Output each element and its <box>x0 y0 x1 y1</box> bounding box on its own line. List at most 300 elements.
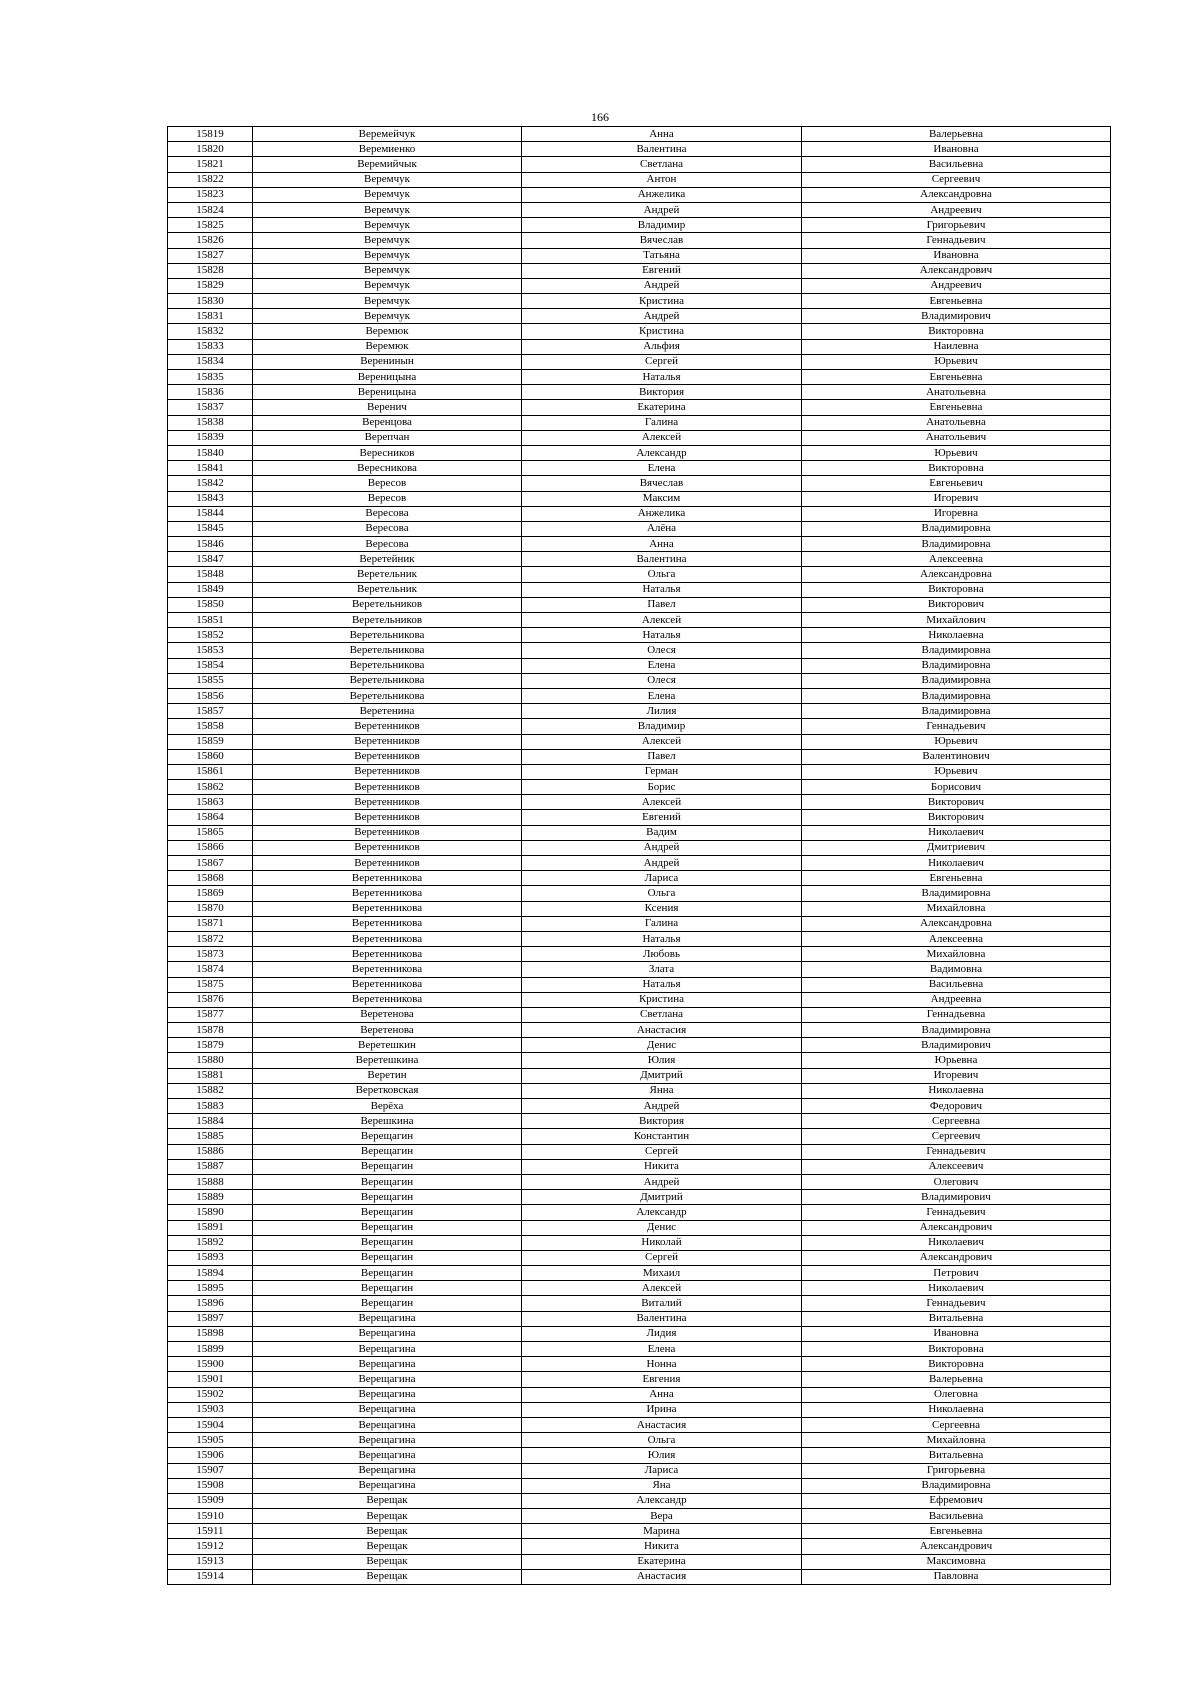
cell-surname: Веремюк <box>253 324 522 339</box>
table-row <box>168 400 1111 415</box>
cell-first-name: Николай <box>522 1235 802 1250</box>
cell-record-number: 15848 <box>168 567 253 582</box>
table-row <box>168 506 1111 521</box>
cell-record-number: 15862 <box>168 780 253 795</box>
cell-surname: Верещагин <box>253 1250 522 1265</box>
cell-first-name: Светлана <box>522 1007 802 1022</box>
cell-surname: Веретенникова <box>253 931 522 946</box>
cell-surname: Веренцова <box>253 415 522 430</box>
table-row <box>168 218 1111 233</box>
cell-record-number: 15824 <box>168 202 253 217</box>
cell-first-name: Ольга <box>522 567 802 582</box>
cell-first-name: Татьяна <box>522 248 802 263</box>
cell-surname: Веретенникова <box>253 916 522 931</box>
cell-first-name: Андрей <box>522 202 802 217</box>
cell-first-name: Елена <box>522 688 802 703</box>
cell-surname: Веремчук <box>253 218 522 233</box>
table-row <box>168 1372 1111 1387</box>
table-row <box>168 172 1111 187</box>
cell-surname: Веремиенко <box>253 142 522 157</box>
cell-record-number: 15857 <box>168 704 253 719</box>
cell-patronymic: Валерьевна <box>802 127 1111 142</box>
cell-surname: Верещагина <box>253 1417 522 1432</box>
cell-first-name: Галина <box>522 415 802 430</box>
cell-first-name: Александр <box>522 1493 802 1508</box>
cell-record-number: 15882 <box>168 1083 253 1098</box>
cell-patronymic: Николаевич <box>802 1235 1111 1250</box>
cell-record-number: 15911 <box>168 1524 253 1539</box>
cell-surname: Веремчук <box>253 278 522 293</box>
cell-patronymic: Михайловна <box>802 1433 1111 1448</box>
cell-patronymic: Игоревич <box>802 1068 1111 1083</box>
cell-first-name: Вячеслав <box>522 476 802 491</box>
cell-first-name: Лилия <box>522 704 802 719</box>
cell-patronymic: Валентинович <box>802 749 1111 764</box>
cell-record-number: 15901 <box>168 1372 253 1387</box>
cell-patronymic: Геннадьевич <box>802 233 1111 248</box>
cell-record-number: 15837 <box>168 400 253 415</box>
cell-patronymic: Григорьевич <box>802 218 1111 233</box>
table-row <box>168 749 1111 764</box>
cell-record-number: 15827 <box>168 248 253 263</box>
table-row <box>168 339 1111 354</box>
cell-first-name: Андрей <box>522 278 802 293</box>
table-row <box>168 780 1111 795</box>
cell-patronymic: Наилевна <box>802 339 1111 354</box>
table-row <box>168 1053 1111 1068</box>
table-row <box>168 992 1111 1007</box>
cell-record-number: 15843 <box>168 491 253 506</box>
cell-surname: Веремюк <box>253 339 522 354</box>
cell-record-number: 15866 <box>168 840 253 855</box>
cell-surname: Верещак <box>253 1569 522 1584</box>
cell-surname: Веретенова <box>253 1007 522 1022</box>
cell-first-name: Герман <box>522 764 802 779</box>
cell-first-name: Виктория <box>522 1114 802 1129</box>
cell-surname: Верещагин <box>253 1266 522 1281</box>
cell-record-number: 15907 <box>168 1463 253 1478</box>
cell-patronymic: Александровна <box>802 916 1111 931</box>
table-row <box>168 856 1111 871</box>
cell-patronymic: Юрьевич <box>802 445 1111 460</box>
cell-record-number: 15821 <box>168 157 253 172</box>
cell-record-number: 15893 <box>168 1250 253 1265</box>
cell-first-name: Анжелика <box>522 506 802 521</box>
cell-record-number: 15863 <box>168 795 253 810</box>
cell-record-number: 15840 <box>168 445 253 460</box>
cell-surname: Веретельник <box>253 582 522 597</box>
cell-patronymic: Владимировна <box>802 1478 1111 1493</box>
table-row <box>168 1144 1111 1159</box>
cell-first-name: Наталья <box>522 931 802 946</box>
cell-patronymic: Александрович <box>802 1220 1111 1235</box>
cell-first-name: Борис <box>522 780 802 795</box>
cell-patronymic: Ивановна <box>802 248 1111 263</box>
cell-patronymic: Павловна <box>802 1569 1111 1584</box>
cell-surname: Верещак <box>253 1554 522 1569</box>
cell-surname: Веремчук <box>253 187 522 202</box>
cell-first-name: Валентина <box>522 1311 802 1326</box>
cell-patronymic: Николаевич <box>802 856 1111 871</box>
cell-first-name: Алексей <box>522 734 802 749</box>
table-row <box>168 1068 1111 1083</box>
cell-surname: Верещагин <box>253 1174 522 1189</box>
cell-record-number: 15830 <box>168 294 253 309</box>
table-row <box>168 1281 1111 1296</box>
cell-surname: Верещагин <box>253 1129 522 1144</box>
table-row <box>168 1478 1111 1493</box>
cell-patronymic: Александровна <box>802 567 1111 582</box>
cell-surname: Веремчук <box>253 233 522 248</box>
table-row <box>168 582 1111 597</box>
cell-surname: Вересова <box>253 537 522 552</box>
registry-body <box>168 127 1111 1585</box>
table-row <box>168 1174 1111 1189</box>
cell-surname: Верепчан <box>253 430 522 445</box>
cell-patronymic: Владимировна <box>802 886 1111 901</box>
cell-record-number: 15819 <box>168 127 253 142</box>
cell-patronymic: Александрович <box>802 1250 1111 1265</box>
cell-first-name: Анна <box>522 127 802 142</box>
cell-patronymic: Геннадьевич <box>802 719 1111 734</box>
cell-record-number: 15856 <box>168 688 253 703</box>
cell-record-number: 15829 <box>168 278 253 293</box>
cell-patronymic: Юрьевна <box>802 1053 1111 1068</box>
cell-patronymic: Анатольевна <box>802 385 1111 400</box>
table-row <box>168 931 1111 946</box>
cell-record-number: 15826 <box>168 233 253 248</box>
cell-first-name: Ольга <box>522 886 802 901</box>
cell-surname: Веремчук <box>253 248 522 263</box>
cell-patronymic: Александрович <box>802 263 1111 278</box>
cell-patronymic: Федорович <box>802 1099 1111 1114</box>
cell-surname: Вереницына <box>253 370 522 385</box>
cell-surname: Верещак <box>253 1539 522 1554</box>
cell-patronymic: Викторовна <box>802 1342 1111 1357</box>
table-row <box>168 1007 1111 1022</box>
cell-patronymic: Евгеньевна <box>802 294 1111 309</box>
cell-patronymic: Викторовна <box>802 461 1111 476</box>
cell-patronymic: Викторович <box>802 597 1111 612</box>
cell-surname: Веретенникова <box>253 977 522 992</box>
cell-patronymic: Геннадьевич <box>802 1144 1111 1159</box>
cell-first-name: Екатерина <box>522 1554 802 1569</box>
cell-surname: Веретешкин <box>253 1038 522 1053</box>
cell-patronymic: Владимировна <box>802 643 1111 658</box>
table-row <box>168 1038 1111 1053</box>
cell-patronymic: Николаевна <box>802 1402 1111 1417</box>
cell-surname: Верешкина <box>253 1114 522 1129</box>
cell-first-name: Андрей <box>522 1099 802 1114</box>
cell-record-number: 15890 <box>168 1205 253 1220</box>
cell-first-name: Яна <box>522 1478 802 1493</box>
cell-first-name: Светлана <box>522 157 802 172</box>
cell-record-number: 15853 <box>168 643 253 658</box>
cell-record-number: 15838 <box>168 415 253 430</box>
cell-first-name: Наталья <box>522 582 802 597</box>
table-row <box>168 673 1111 688</box>
cell-patronymic: Николаевич <box>802 1281 1111 1296</box>
cell-record-number: 15820 <box>168 142 253 157</box>
table-row <box>168 1524 1111 1539</box>
cell-first-name: Наталья <box>522 628 802 643</box>
table-row <box>168 734 1111 749</box>
cell-surname: Веретенников <box>253 749 522 764</box>
cell-first-name: Наталья <box>522 977 802 992</box>
table-row <box>168 1448 1111 1463</box>
cell-surname: Верещагина <box>253 1433 522 1448</box>
cell-first-name: Евгений <box>522 810 802 825</box>
cell-surname: Верещагина <box>253 1372 522 1387</box>
table-row <box>168 886 1111 901</box>
cell-first-name: Марина <box>522 1524 802 1539</box>
table-row <box>168 1159 1111 1174</box>
cell-surname: Веретельник <box>253 567 522 582</box>
cell-first-name: Любовь <box>522 947 802 962</box>
cell-record-number: 15906 <box>168 1448 253 1463</box>
cell-record-number: 15823 <box>168 187 253 202</box>
table-row <box>168 901 1111 916</box>
cell-surname: Веретенова <box>253 1023 522 1038</box>
table-row <box>168 1357 1111 1372</box>
cell-record-number: 15887 <box>168 1159 253 1174</box>
table-row <box>168 1235 1111 1250</box>
cell-first-name: Андрей <box>522 840 802 855</box>
cell-first-name: Лариса <box>522 871 802 886</box>
cell-surname: Веретенников <box>253 856 522 871</box>
cell-surname: Веретельникова <box>253 643 522 658</box>
cell-patronymic: Евгеньевич <box>802 476 1111 491</box>
cell-patronymic: Максимовна <box>802 1554 1111 1569</box>
cell-first-name: Михаил <box>522 1266 802 1281</box>
cell-first-name: Елена <box>522 1342 802 1357</box>
cell-surname: Верещагин <box>253 1235 522 1250</box>
table-row <box>168 1433 1111 1448</box>
cell-surname: Верещагина <box>253 1311 522 1326</box>
cell-record-number: 15835 <box>168 370 253 385</box>
cell-surname: Веремейчук <box>253 127 522 142</box>
cell-patronymic: Владимировна <box>802 688 1111 703</box>
cell-surname: Веретенников <box>253 825 522 840</box>
cell-record-number: 15867 <box>168 856 253 871</box>
table-row <box>168 1023 1111 1038</box>
cell-patronymic: Михайловна <box>802 901 1111 916</box>
cell-patronymic: Дмитриевич <box>802 840 1111 855</box>
cell-record-number: 15908 <box>168 1478 253 1493</box>
cell-surname: Веремчук <box>253 172 522 187</box>
cell-surname: Веретенникова <box>253 871 522 886</box>
cell-record-number: 15869 <box>168 886 253 901</box>
cell-patronymic: Олегович <box>802 1174 1111 1189</box>
cell-patronymic: Михайловна <box>802 947 1111 962</box>
cell-patronymic: Вадимовна <box>802 962 1111 977</box>
cell-patronymic: Анатольевна <box>802 415 1111 430</box>
cell-surname: Верещагин <box>253 1220 522 1235</box>
cell-first-name: Ксения <box>522 901 802 916</box>
cell-patronymic: Анатольевич <box>802 430 1111 445</box>
cell-patronymic: Алексеевна <box>802 931 1111 946</box>
cell-surname: Веретельникова <box>253 673 522 688</box>
table-row <box>168 704 1111 719</box>
cell-patronymic: Андреевич <box>802 202 1111 217</box>
cell-record-number: 15839 <box>168 430 253 445</box>
cell-patronymic: Викторович <box>802 795 1111 810</box>
cell-surname: Верещагин <box>253 1296 522 1311</box>
cell-surname: Верёха <box>253 1099 522 1114</box>
cell-first-name: Анастасия <box>522 1569 802 1584</box>
table-row <box>168 294 1111 309</box>
cell-record-number: 15880 <box>168 1053 253 1068</box>
table-row <box>168 476 1111 491</box>
cell-first-name: Кристина <box>522 992 802 1007</box>
cell-surname: Вересов <box>253 491 522 506</box>
cell-first-name: Виталий <box>522 1296 802 1311</box>
cell-first-name: Вера <box>522 1509 802 1524</box>
cell-patronymic: Алексеевич <box>802 1159 1111 1174</box>
cell-surname: Верещагина <box>253 1478 522 1493</box>
cell-first-name: Юлия <box>522 1053 802 1068</box>
cell-patronymic: Евгеньевна <box>802 370 1111 385</box>
cell-record-number: 15859 <box>168 734 253 749</box>
cell-record-number: 15865 <box>168 825 253 840</box>
cell-first-name: Андрей <box>522 856 802 871</box>
cell-surname: Веремчук <box>253 294 522 309</box>
cell-patronymic: Витальевна <box>802 1448 1111 1463</box>
table-row <box>168 552 1111 567</box>
cell-record-number: 15846 <box>168 537 253 552</box>
table-row <box>168 1387 1111 1402</box>
cell-patronymic: Владимировна <box>802 673 1111 688</box>
cell-patronymic: Алексеевна <box>802 552 1111 567</box>
table-row <box>168 385 1111 400</box>
cell-record-number: 15909 <box>168 1493 253 1508</box>
table-row <box>168 127 1111 142</box>
cell-patronymic: Юрьевич <box>802 734 1111 749</box>
cell-first-name: Дмитрий <box>522 1068 802 1083</box>
cell-surname: Веремийчык <box>253 157 522 172</box>
cell-first-name: Владимир <box>522 218 802 233</box>
cell-first-name: Максим <box>522 491 802 506</box>
cell-patronymic: Геннадьевич <box>802 1296 1111 1311</box>
cell-surname: Веретенников <box>253 734 522 749</box>
cell-first-name: Алексей <box>522 613 802 628</box>
cell-surname: Веретельников <box>253 613 522 628</box>
cell-first-name: Алексей <box>522 795 802 810</box>
table-row <box>168 643 1111 658</box>
table-row <box>168 324 1111 339</box>
cell-patronymic: Петрович <box>802 1266 1111 1281</box>
table-row <box>168 1129 1111 1144</box>
table-row <box>168 947 1111 962</box>
cell-first-name: Сергей <box>522 1144 802 1159</box>
cell-first-name: Екатерина <box>522 400 802 415</box>
table-row <box>168 309 1111 324</box>
cell-patronymic: Викторович <box>802 810 1111 825</box>
cell-first-name: Андрей <box>522 309 802 324</box>
cell-patronymic: Геннадьевна <box>802 1007 1111 1022</box>
cell-record-number: 15899 <box>168 1342 253 1357</box>
cell-patronymic: Викторовна <box>802 1357 1111 1372</box>
cell-record-number: 15896 <box>168 1296 253 1311</box>
cell-record-number: 15902 <box>168 1387 253 1402</box>
cell-record-number: 15912 <box>168 1539 253 1554</box>
table-row <box>168 871 1111 886</box>
cell-surname: Верещагина <box>253 1463 522 1478</box>
cell-patronymic: Александровна <box>802 187 1111 202</box>
cell-surname: Веретенников <box>253 719 522 734</box>
page-number: 166 <box>591 110 609 124</box>
cell-patronymic: Николаевна <box>802 1083 1111 1098</box>
cell-surname: Веретенникова <box>253 901 522 916</box>
cell-record-number: 15828 <box>168 263 253 278</box>
cell-patronymic: Владимировна <box>802 521 1111 536</box>
cell-record-number: 15903 <box>168 1402 253 1417</box>
table-row <box>168 1114 1111 1129</box>
cell-first-name: Лидия <box>522 1326 802 1341</box>
cell-record-number: 15860 <box>168 749 253 764</box>
table-row <box>168 1417 1111 1432</box>
table-row <box>168 977 1111 992</box>
cell-first-name: Виктория <box>522 385 802 400</box>
cell-record-number: 15834 <box>168 354 253 369</box>
cell-surname: Верещак <box>253 1493 522 1508</box>
cell-surname: Веретенников <box>253 795 522 810</box>
cell-first-name: Анна <box>522 1387 802 1402</box>
cell-record-number: 15845 <box>168 521 253 536</box>
cell-patronymic: Ивановна <box>802 142 1111 157</box>
cell-surname: Вересников <box>253 445 522 460</box>
table-row <box>168 278 1111 293</box>
cell-patronymic: Васильевна <box>802 157 1111 172</box>
cell-surname: Верещагина <box>253 1402 522 1417</box>
cell-first-name: Никита <box>522 1159 802 1174</box>
cell-first-name: Альфия <box>522 339 802 354</box>
table-row <box>168 1554 1111 1569</box>
cell-record-number: 15876 <box>168 992 253 1007</box>
cell-record-number: 15892 <box>168 1235 253 1250</box>
cell-first-name: Кристина <box>522 324 802 339</box>
cell-patronymic: Евгеньевна <box>802 400 1111 415</box>
cell-surname: Верещагин <box>253 1205 522 1220</box>
cell-surname: Веретенникова <box>253 992 522 1007</box>
table-row <box>168 916 1111 931</box>
table-row <box>168 597 1111 612</box>
cell-first-name: Елена <box>522 658 802 673</box>
cell-first-name: Алексей <box>522 430 802 445</box>
table-row <box>168 613 1111 628</box>
cell-patronymic: Юрьевич <box>802 764 1111 779</box>
cell-surname: Веретенникова <box>253 886 522 901</box>
cell-record-number: 15905 <box>168 1433 253 1448</box>
cell-record-number: 15855 <box>168 673 253 688</box>
cell-patronymic: Сергеевич <box>802 172 1111 187</box>
cell-first-name: Анна <box>522 537 802 552</box>
table-row <box>168 1311 1111 1326</box>
cell-surname: Веретенникова <box>253 947 522 962</box>
registry-table <box>167 126 1111 1585</box>
table-row <box>168 719 1111 734</box>
table-row <box>168 1493 1111 1508</box>
cell-first-name: Юлия <box>522 1448 802 1463</box>
cell-patronymic: Витальевна <box>802 1311 1111 1326</box>
cell-surname: Верещак <box>253 1509 522 1524</box>
cell-record-number: 15914 <box>168 1569 253 1584</box>
cell-first-name: Вадим <box>522 825 802 840</box>
table-row <box>168 1220 1111 1235</box>
cell-surname: Верещагин <box>253 1159 522 1174</box>
cell-record-number: 15895 <box>168 1281 253 1296</box>
cell-surname: Верещагин <box>253 1190 522 1205</box>
